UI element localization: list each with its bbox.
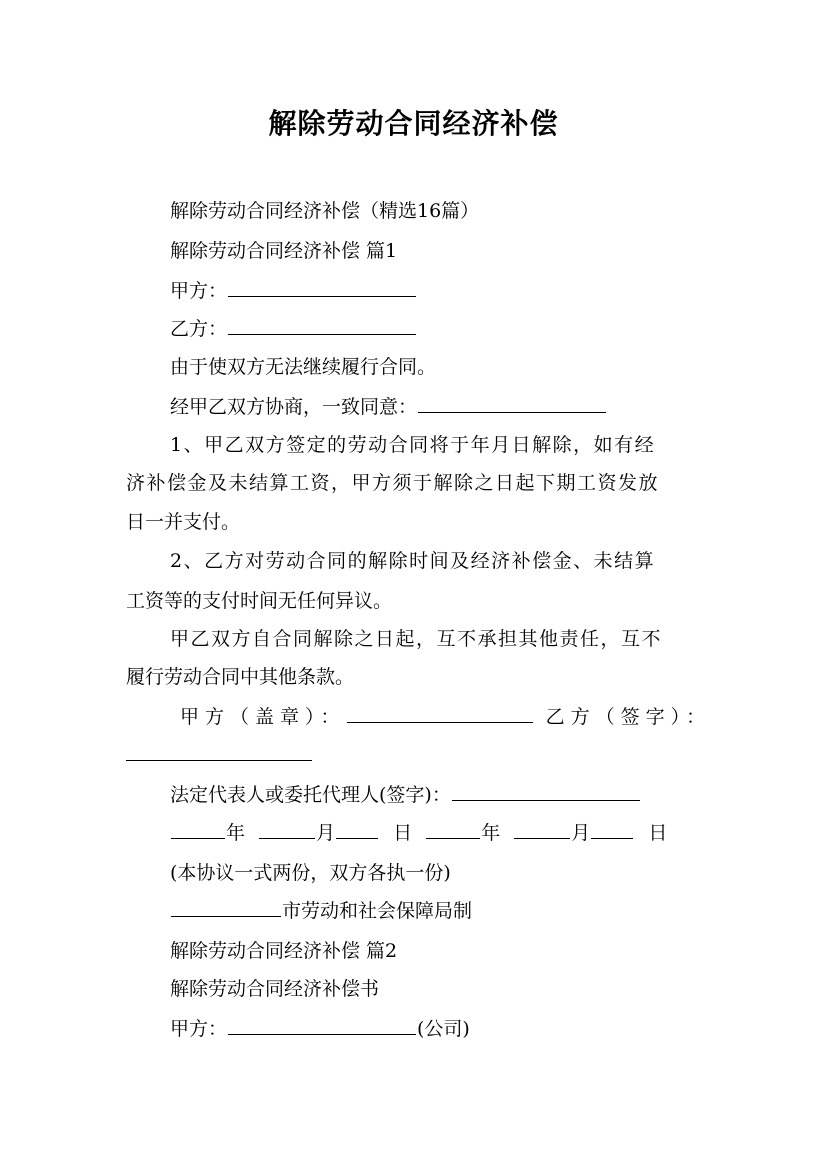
party-b-line	[170, 316, 750, 342]
party-b-label: 乙方：	[170, 318, 228, 340]
reason-text: 由于使双方无法继续履行合同。	[170, 356, 437, 378]
section2-party-a-line	[170, 1016, 750, 1042]
copies-note: (本协议一式两份，双方各执一份)	[170, 862, 451, 884]
month-label-2: 月	[571, 822, 591, 844]
clause2-line1: 2、乙方对劳动合同的解除时间及经济补偿金、未结算	[170, 550, 656, 572]
section1-heading: 解除劳动合同经济补偿 篇1	[170, 240, 398, 262]
section2-party-a-label: 甲方：	[170, 1018, 228, 1040]
bureau-line	[170, 898, 750, 924]
document-title: 解除劳动合同经济补偿	[268, 107, 559, 140]
sign-b-blank-line	[126, 742, 706, 768]
clause1-line2: 济补偿金及未结算工资，甲方须于解除之日起下期工资发放	[126, 472, 660, 494]
party-b-blank	[228, 316, 416, 335]
subtitle: 解除劳动合同经济补偿（精选16篇）	[170, 200, 480, 222]
agreement-blank	[418, 394, 606, 413]
section2-party-a-blank	[228, 1016, 416, 1035]
party-a-label: 甲方：	[170, 280, 228, 302]
agreement-text: 经甲乙双方协商，一致同意：	[170, 396, 418, 418]
section2-heading: 解除劳动合同经济补偿 篇2	[170, 940, 398, 962]
representative-line	[170, 782, 750, 808]
year-blank-2	[426, 820, 480, 839]
bureau-text: 市劳动和社会保障局制	[282, 900, 473, 922]
day-label-2: 日	[648, 822, 668, 844]
sign-b-blank	[126, 742, 312, 761]
clause3-line1: 甲乙双方自合同解除之日起，互不承担其他责任，互不	[170, 628, 663, 650]
sign-b-label: 乙方（签字）：	[545, 706, 712, 728]
month-blank-1	[259, 820, 315, 839]
day-label-1: 日	[393, 822, 413, 844]
clause1-line3: 日一并支付。	[126, 511, 241, 533]
clause1-line1: 1、甲乙双方签定的劳动合同将于年月日解除，如有经	[170, 434, 656, 456]
year-label-1: 年	[226, 822, 246, 844]
day-blank-2	[591, 820, 633, 839]
party-a-line	[170, 278, 750, 304]
section2-title: 解除劳动合同经济补偿书	[170, 978, 380, 1000]
month-label-1: 月	[316, 822, 336, 844]
year-blank-1	[171, 820, 225, 839]
representative-label: 法定代表人或委托代理人(签字)：	[170, 784, 451, 806]
agreement-line	[170, 394, 750, 420]
month-blank-2	[514, 820, 570, 839]
date-line	[170, 820, 750, 846]
clause2-line2: 工资等的支付时间无任何异议。	[126, 590, 393, 612]
bureau-blank	[171, 898, 281, 917]
signature-line	[180, 704, 760, 730]
sign-a-label: 甲方（盖章）：	[180, 706, 346, 728]
party-a-blank	[228, 278, 416, 297]
clause3-line2: 履行劳动合同中其他条款。	[126, 666, 355, 688]
representative-blank	[452, 782, 640, 801]
company-label: (公司)	[417, 1018, 470, 1040]
year-label-2: 年	[481, 822, 501, 844]
sign-a-blank	[347, 704, 533, 723]
day-blank-1	[336, 820, 378, 839]
